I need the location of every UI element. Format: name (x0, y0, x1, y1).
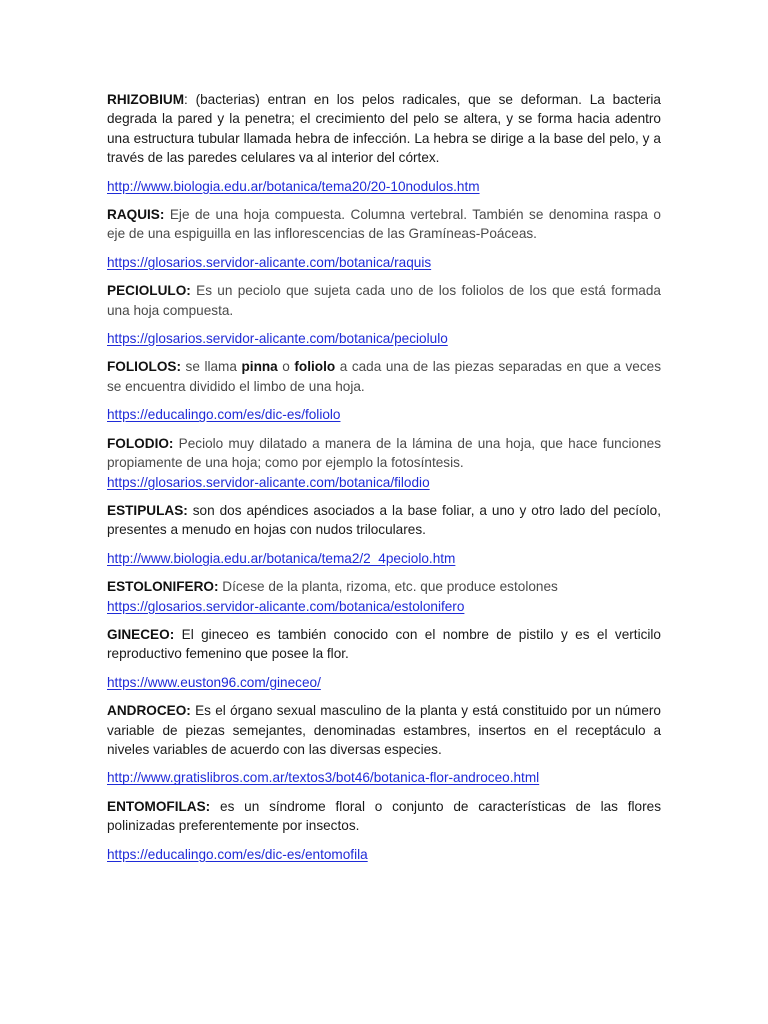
reference-link[interactable]: http://www.gratislibros.com.ar/textos3/bot46/botanica-flor-androceo.html (107, 770, 540, 786)
entry-androceo (107, 701, 661, 759)
reference-link[interactable]: https://glosarios.servidor-alicante.com/botanica/estolonifero (107, 598, 465, 614)
entry-estolonifero (107, 577, 661, 616)
bold-word-foliolo: foliolo (294, 359, 336, 375)
definition-text: Es un peciolo que sujeta cada uno de los foliolos de los que está formada una hoja compuesta. (107, 283, 661, 318)
definition-paragraph (107, 205, 661, 244)
reference-link[interactable]: https://glosarios.servidor-alicante.com/botanica/peciolulo (107, 331, 448, 347)
definition-text: Eje de una hoja compuesta. Columna vertebral. También se denomina raspa o eje de una espiguilla en las inflorescencias de las Gramíneas-Poáceas. (107, 207, 661, 242)
term: ESTIPULAS: (107, 502, 188, 518)
link-line (107, 253, 661, 272)
definition-paragraph (107, 625, 661, 664)
entry-folodio (107, 434, 661, 492)
entry-gineceo (107, 625, 661, 664)
term: PECIOLULO: (107, 283, 191, 299)
reference-link[interactable]: http://www.biologia.edu.ar/botanica/tema20/20-10nodulos.htm (107, 178, 480, 194)
link-line (107, 405, 661, 424)
definition-text: Es el órgano sexual masculino de la planta y está constituido por un número variable de piezas semejantes, denominadas estambres, insertos en el receptáculo a niveles variables de acuerdo con las diversas especies. (107, 703, 661, 757)
term: ENTOMOFILAS: (107, 798, 211, 814)
definition-text: se llama (181, 359, 242, 375)
entry-foliolos (107, 357, 661, 396)
entry-rhizobium (107, 90, 661, 168)
bold-word-pinna: pinna (241, 359, 278, 375)
definition-paragraph (107, 797, 661, 836)
term: GINECEO: (107, 626, 175, 642)
reference-link[interactable]: http://www.biologia.edu.ar/botanica/tema2/2_4peciolo.htm (107, 550, 456, 566)
definition-paragraph (107, 90, 661, 168)
term-separator: : (184, 92, 188, 107)
entry-entomofilas (107, 797, 661, 836)
entry-peciolulo (107, 281, 661, 320)
term: ESTOLONIFERO: (107, 579, 219, 595)
definition-text: (bacterias) entran en los pelos radicales, que se deforman. La bacteria degrada la pared y la penetra; el crecimiento del pelo se altera, y se forma hacia adentro una estructura tubular llamada hebra de infección. La hebra se dirige a la base del pelo, y a través de las paredes celulares va al interior del córtex. (107, 92, 661, 166)
reference-link[interactable]: https://glosarios.servidor-alicante.com/botanica/raquis (107, 254, 432, 270)
definition-paragraph (107, 357, 661, 396)
reference-link[interactable]: https://www.euston96.com/gineceo/ (107, 674, 321, 690)
link-line (107, 549, 661, 568)
link-line (107, 845, 661, 864)
term: FOLODIO: (107, 435, 174, 451)
term: RAQUIS: (107, 207, 165, 223)
link-line (107, 768, 661, 787)
definition-paragraph (107, 501, 661, 540)
definition-paragraph (107, 281, 661, 320)
term: ANDROCEO: (107, 703, 191, 719)
document-page (107, 90, 661, 873)
definition-text: o (277, 359, 295, 375)
definition-text: es un síndrome floral o conjunto de características de las flores polinizadas preferentemente por insectos. (107, 798, 661, 834)
definition-paragraph (107, 577, 661, 596)
entry-estipulas (107, 501, 661, 540)
reference-link[interactable]: https://educalingo.com/es/dic-es/entomofila (107, 846, 368, 862)
definition-paragraph (107, 701, 661, 759)
reference-link[interactable]: https://glosarios.servidor-alicante.com/botanica/filodio (107, 474, 430, 490)
definition-text: son dos apéndices asociados a la base foliar, a uno y otro lado del pecíolo, presentes a menudo en hojas con nudos triloculares. (107, 502, 661, 538)
link-line (107, 329, 661, 348)
definition-text: El gineceo es también conocido con el nombre de pistilo y es el verticilo reproductivo femenino que posee la flor. (107, 626, 661, 662)
reference-link[interactable]: https://educalingo.com/es/dic-es/foliolo (107, 407, 341, 423)
definition-paragraph (107, 434, 661, 473)
definition-text: Peciolo muy dilatado a manera de la lámina de una hoja, que hace funciones propiamente de una hoja; como por ejemplo la fotosíntesis. (107, 435, 661, 471)
term: FOLIOLOS: (107, 359, 182, 375)
definition-text: a cada una de las piezas separadas en que a veces se encuentra dividido el limbo de una hoja. (107, 359, 661, 394)
definition-text: Dícese de la planta, rizoma, etc. que produce estolones (218, 579, 558, 595)
link-line (107, 177, 661, 196)
term: RHIZOBIUM (107, 92, 185, 107)
link-line (107, 673, 661, 692)
entry-raquis (107, 205, 661, 244)
